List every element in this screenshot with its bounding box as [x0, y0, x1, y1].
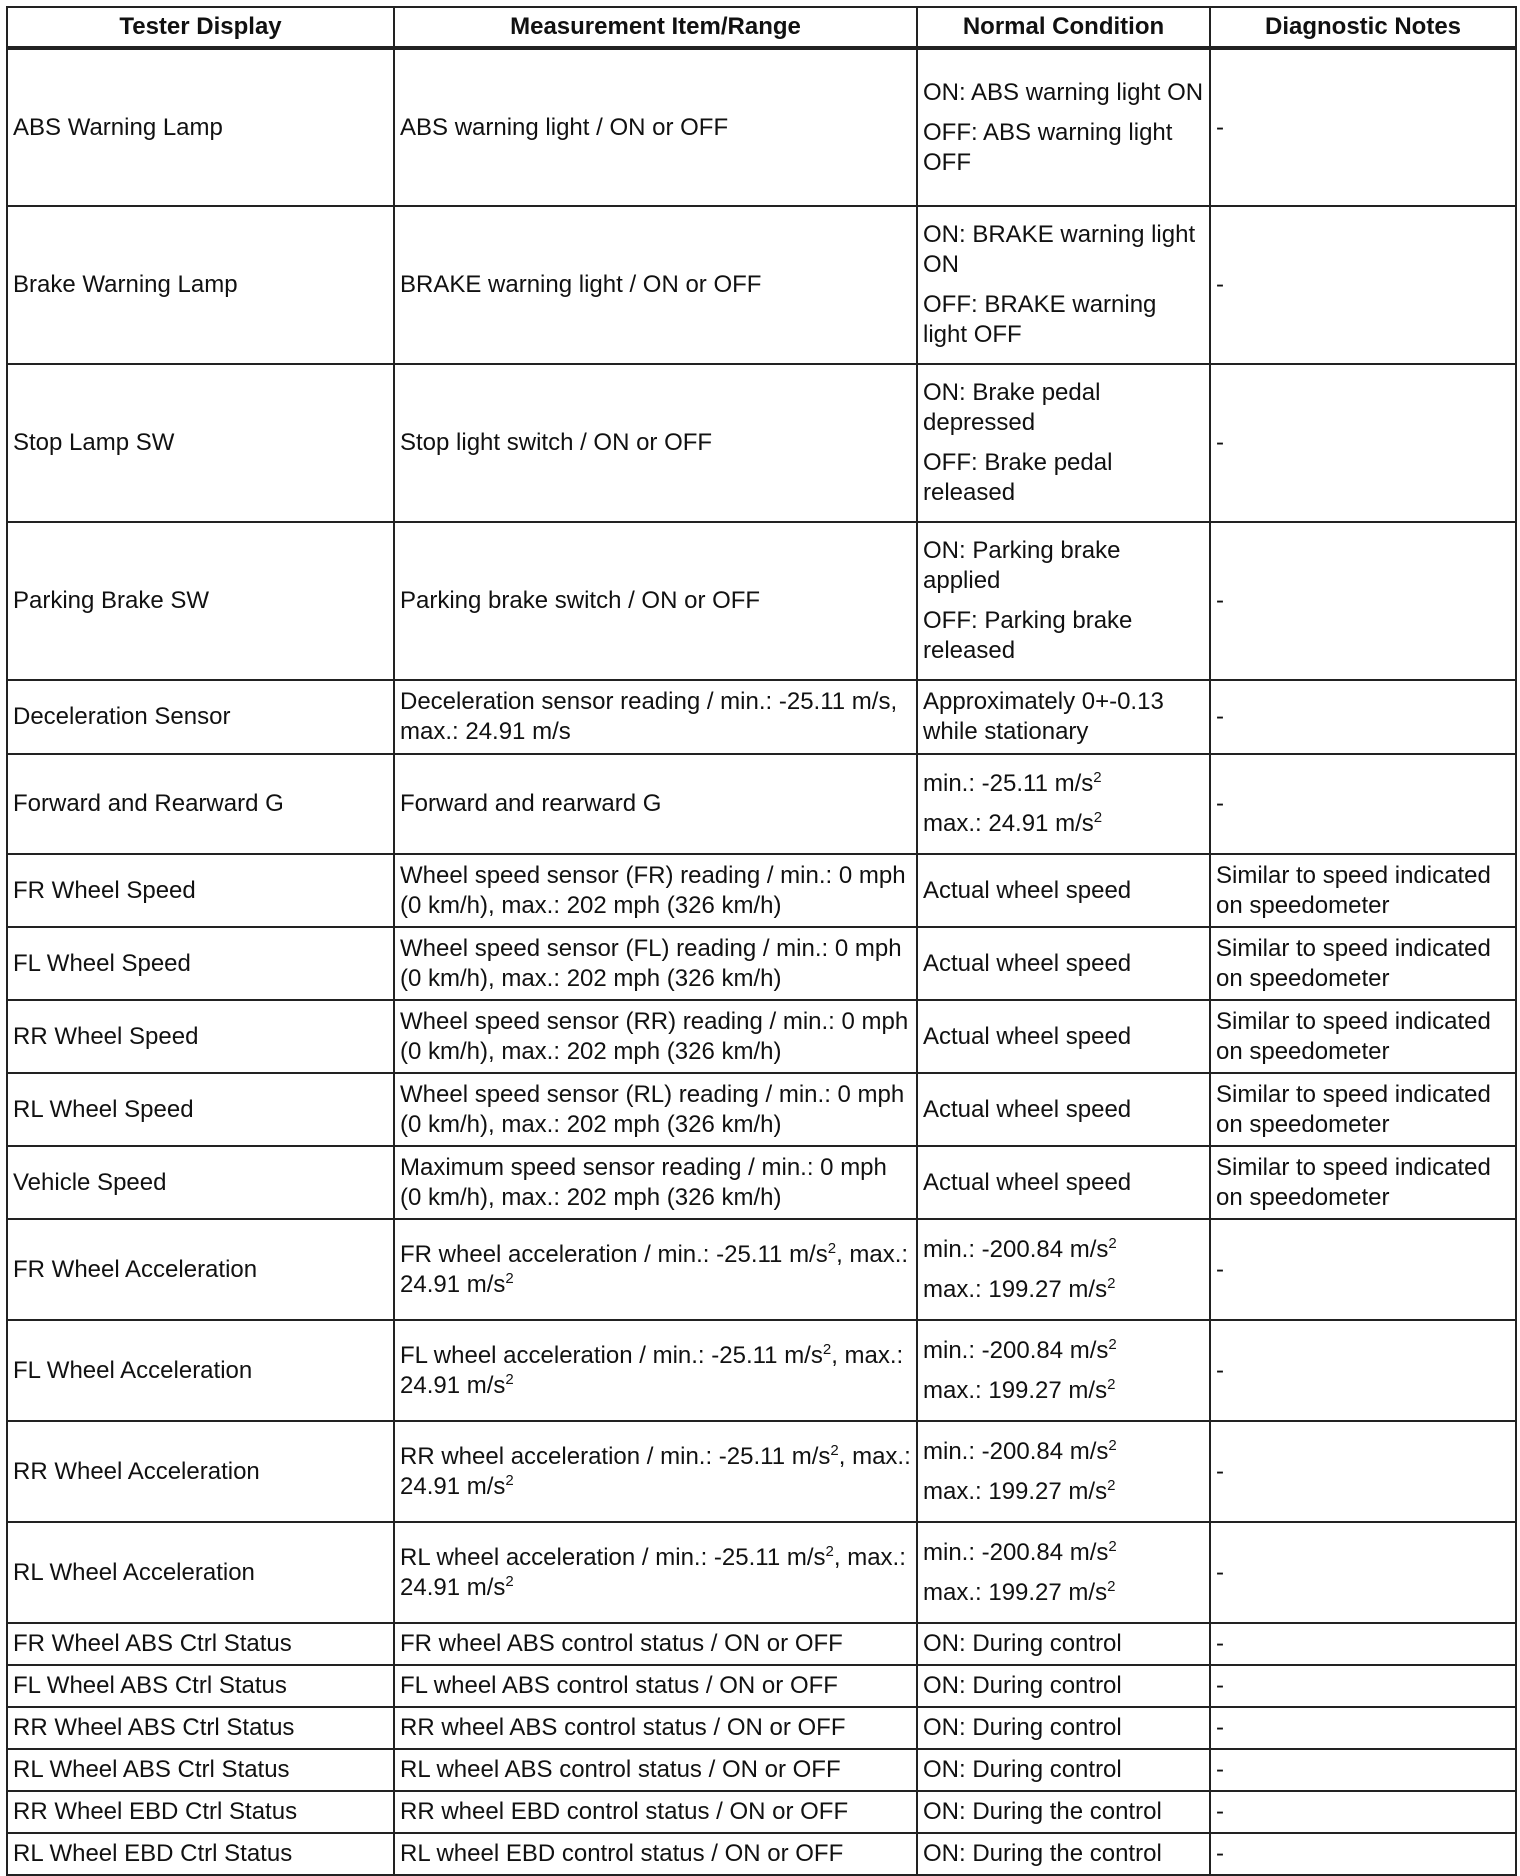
cell-measurement-item: Wheel speed sensor (RR) reading / min.: 0 mph (0 km/h), max.: 202 mph (326 km/h) [394, 1000, 917, 1073]
cell-measurement-item: ABS warning light / ON or OFF [394, 48, 917, 206]
table-row [7, 854, 1516, 927]
normal-condition-line: ON: ABS warning light ON [923, 78, 1204, 106]
header-tester-display: Tester Display [7, 7, 394, 48]
cell-tester-display: FR Wheel Acceleration [7, 1219, 394, 1320]
data-list-document [6, 6, 1517, 1876]
cell-measurement-item: FR wheel ABS control status / ON or OFF [394, 1623, 917, 1665]
normal-condition-line: Actual wheel speed [923, 949, 1132, 977]
cell-tester-display: RL Wheel ABS Ctrl Status [7, 1749, 394, 1791]
normal-condition-line: ON: During control [923, 1756, 1122, 1783]
normal-condition-line: max.: 199.27 $m/s^2$ [923, 1476, 1116, 1505]
cell-measurement-item: RR wheel ABS control status / ON or OFF [394, 1707, 917, 1749]
cell-normal-condition [917, 927, 1210, 1000]
cell-measurement-item: RL wheel EBD control status / ON or OFF [394, 1833, 917, 1875]
table-header-row [7, 7, 1516, 48]
cell-diagnostic-notes: - [1210, 1749, 1516, 1791]
normal-condition-line: OFF: BRAKE warning light OFF [923, 291, 1157, 348]
normal-condition-line: min.: -200.84 $m/s^2$ [923, 1335, 1117, 1364]
cell-tester-display: RR Wheel ABS Ctrl Status [7, 1707, 394, 1749]
normal-condition-line: Actual wheel speed [923, 1168, 1132, 1196]
cell-normal-condition [917, 1000, 1210, 1073]
cell-normal-condition [917, 1707, 1210, 1749]
normal-condition-line: Actual wheel speed [923, 876, 1132, 904]
cell-tester-display: Deceleration Sensor [7, 680, 394, 754]
normal-condition-line: max.: 199.27 $m/s^2$ [923, 1375, 1116, 1404]
cell-measurement-item: Wheel speed sensor (FL) reading / min.: 0 mph (0 km/h), max.: 202 mph (326 km/h) [394, 927, 917, 1000]
normal-condition-line: ON: During control [923, 1714, 1122, 1741]
cell-diagnostic-notes: Similar to speed indicated on speedometer [1210, 1073, 1516, 1146]
cell-normal-condition [917, 1219, 1210, 1320]
table-row [7, 1623, 1516, 1665]
normal-condition-line: min.: -200.84 $m/s^2$ [923, 1537, 1117, 1566]
cell-normal-condition [917, 754, 1210, 854]
normal-condition-line: ON: Brake pedal depressed [923, 379, 1101, 436]
cell-tester-display: FR Wheel ABS Ctrl Status [7, 1623, 394, 1665]
cell-measurement-item: Forward and rearward G [394, 754, 917, 854]
cell-normal-condition [917, 1623, 1210, 1665]
table-row [7, 1791, 1516, 1833]
table-row [7, 1219, 1516, 1320]
cell-diagnostic-notes: Similar to speed indicated on speedometer [1210, 1000, 1516, 1073]
table-row [7, 1749, 1516, 1791]
cell-diagnostic-notes: - [1210, 364, 1516, 522]
cell-normal-condition [917, 1320, 1210, 1421]
cell-measurement-item: FR wheel acceleration / min.: -25.11 $m/s^2$, max.: 24.91 $m/s^2$ [394, 1219, 917, 1320]
cell-normal-condition [917, 1833, 1210, 1875]
cell-measurement-item: Wheel speed sensor (FR) reading / min.: 0 mph (0 km/h), max.: 202 mph (326 km/h) [394, 854, 917, 927]
cell-tester-display: Brake Warning Lamp [7, 206, 394, 364]
cell-diagnostic-notes: - [1210, 1623, 1516, 1665]
cell-diagnostic-notes: - [1210, 1219, 1516, 1320]
cell-diagnostic-notes: - [1210, 522, 1516, 680]
cell-diagnostic-notes: Similar to speed indicated on speedometer [1210, 1146, 1516, 1219]
normal-condition-line: OFF: Parking brake released [923, 607, 1133, 664]
table-row [7, 1833, 1516, 1875]
cell-diagnostic-notes: - [1210, 680, 1516, 754]
normal-condition-line: ON: Parking brake applied [923, 537, 1121, 594]
cell-diagnostic-notes: - [1210, 1707, 1516, 1749]
normal-condition-line: ON: During control [923, 1672, 1122, 1699]
table-row [7, 1320, 1516, 1421]
cell-normal-condition [917, 522, 1210, 680]
normal-condition-line: max.: 199.27 $m/s^2$ [923, 1274, 1116, 1303]
cell-diagnostic-notes: - [1210, 754, 1516, 854]
cell-measurement-item: RL wheel acceleration / min.: -25.11 $m/s^2$, max.: 24.91 $m/s^2$ [394, 1522, 917, 1623]
cell-tester-display: Vehicle Speed [7, 1146, 394, 1219]
cell-measurement-item: RR wheel EBD control status / ON or OFF [394, 1791, 917, 1833]
cell-normal-condition [917, 1421, 1210, 1522]
cell-normal-condition [917, 1146, 1210, 1219]
cell-normal-condition [917, 1073, 1210, 1146]
cell-tester-display: Forward and Rearward G [7, 754, 394, 854]
normal-condition-line: ON: During the control [923, 1840, 1162, 1867]
header-measurement-item: Measurement Item/Range [394, 7, 917, 48]
cell-measurement-item: RR wheel acceleration / min.: -25.11 $m/s^2$, max.: 24.91 $m/s^2$ [394, 1421, 917, 1522]
cell-diagnostic-notes: - [1210, 1665, 1516, 1707]
table-row [7, 1707, 1516, 1749]
cell-measurement-item: Wheel speed sensor (RL) reading / min.: 0 mph (0 km/h), max.: 202 mph (326 km/h) [394, 1073, 917, 1146]
normal-condition-line: min.: -200.84 $m/s^2$ [923, 1234, 1117, 1263]
cell-diagnostic-notes: - [1210, 1320, 1516, 1421]
cell-measurement-item: Maximum speed sensor reading / min.: 0 mph (0 km/h), max.: 202 mph (326 km/h) [394, 1146, 917, 1219]
cell-measurement-item: Stop light switch / ON or OFF [394, 364, 917, 522]
cell-diagnostic-notes: - [1210, 1522, 1516, 1623]
normal-condition-line: ON: During the control [923, 1798, 1162, 1825]
cell-diagnostic-notes: - [1210, 1421, 1516, 1522]
cell-normal-condition [917, 680, 1210, 754]
cell-measurement-item: Deceleration sensor reading / min.: -25.11 m/s, max.: 24.91 m/s [394, 680, 917, 754]
cell-diagnostic-notes: - [1210, 1791, 1516, 1833]
cell-measurement-item: FL wheel ABS control status / ON or OFF [394, 1665, 917, 1707]
cell-diagnostic-notes: Similar to speed indicated on speedometer [1210, 854, 1516, 927]
table-row [7, 1146, 1516, 1219]
data-list-table [6, 6, 1517, 1876]
table-row [7, 48, 1516, 206]
normal-condition-line: Actual wheel speed [923, 1022, 1132, 1050]
cell-tester-display: RL Wheel EBD Ctrl Status [7, 1833, 394, 1875]
cell-diagnostic-notes: - [1210, 1833, 1516, 1875]
cell-normal-condition [917, 364, 1210, 522]
cell-tester-display: ABS Warning Lamp [7, 48, 394, 206]
cell-normal-condition [917, 1522, 1210, 1623]
cell-tester-display: RR Wheel EBD Ctrl Status [7, 1791, 394, 1833]
cell-tester-display: RL Wheel Speed [7, 1073, 394, 1146]
cell-normal-condition [917, 206, 1210, 364]
cell-tester-display: FL Wheel ABS Ctrl Status [7, 1665, 394, 1707]
cell-normal-condition [917, 1791, 1210, 1833]
cell-measurement-item: BRAKE warning light / ON or OFF [394, 206, 917, 364]
cell-normal-condition [917, 1749, 1210, 1791]
cell-measurement-item: Parking brake switch / ON or OFF [394, 522, 917, 680]
normal-condition-line: min.: -200.84 $m/s^2$ [923, 1436, 1117, 1465]
table-row [7, 1665, 1516, 1707]
normal-condition-line: ON: During control [923, 1630, 1122, 1657]
cell-tester-display: FL Wheel Speed [7, 927, 394, 1000]
normal-condition-line: max.: 24.91 $m/s^2$ [923, 809, 1103, 837]
cell-normal-condition [917, 854, 1210, 927]
table-row [7, 754, 1516, 854]
table-row [7, 1522, 1516, 1623]
cell-tester-display: RR Wheel Acceleration [7, 1421, 394, 1522]
table-row [7, 1073, 1516, 1146]
cell-tester-display: RL Wheel Acceleration [7, 1522, 394, 1623]
header-normal-condition: Normal Condition [917, 7, 1210, 48]
cell-tester-display: FL Wheel Acceleration [7, 1320, 394, 1421]
table-body [7, 48, 1516, 1875]
cell-diagnostic-notes: - [1210, 206, 1516, 364]
table-row [7, 364, 1516, 522]
table-row [7, 927, 1516, 1000]
table-row [7, 680, 1516, 754]
normal-condition-line: Actual wheel speed [923, 1095, 1132, 1123]
table-row [7, 522, 1516, 680]
table-row [7, 1000, 1516, 1073]
normal-condition-line: ON: BRAKE warning light ON [923, 221, 1196, 278]
cell-normal-condition [917, 48, 1210, 206]
cell-tester-display: RR Wheel Speed [7, 1000, 394, 1073]
cell-diagnostic-notes: - [1210, 48, 1516, 206]
normal-condition-line: OFF: ABS warning light OFF [923, 118, 1173, 176]
cell-diagnostic-notes: Similar to speed indicated on speedometer [1210, 927, 1516, 1000]
normal-condition-line: max.: 199.27 $m/s^2$ [923, 1577, 1116, 1606]
cell-tester-display: Stop Lamp SW [7, 364, 394, 522]
normal-condition-line: OFF: Brake pedal released [923, 449, 1113, 506]
cell-normal-condition [917, 1665, 1210, 1707]
header-diagnostic-notes: Diagnostic Notes [1210, 7, 1516, 48]
cell-measurement-item: RL wheel ABS control status / ON or OFF [394, 1749, 917, 1791]
table-row [7, 1421, 1516, 1522]
table-row [7, 206, 1516, 364]
normal-condition-line: Approximately 0+-0.13 while stationary [923, 688, 1164, 745]
normal-condition-line: min.: -25.11 $m/s^2$ [923, 769, 1102, 797]
cell-measurement-item: FL wheel acceleration / min.: -25.11 $m/s^2$, max.: 24.91 $m/s^2$ [394, 1320, 917, 1421]
cell-tester-display: Parking Brake SW [7, 522, 394, 680]
cell-tester-display: FR Wheel Speed [7, 854, 394, 927]
